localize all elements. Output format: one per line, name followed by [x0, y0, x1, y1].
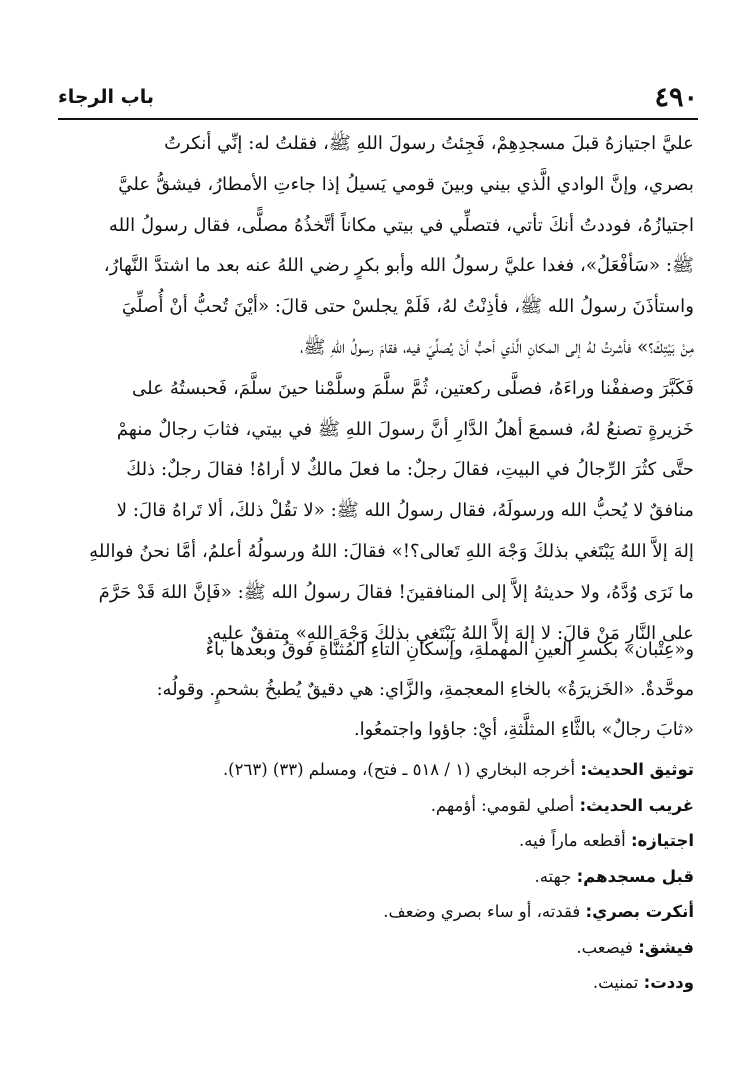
hadith-text	[58, 124, 694, 654]
note-text: أصلي لقومي: أؤمهم.	[430, 795, 580, 815]
note-hadith-vocabulary	[58, 788, 694, 824]
note-ankartu-basari	[58, 894, 694, 930]
text-line: حتَّى كثُرَ الرِّجالُ في البيتِ، فقالَ رجلٌ: ما فعلَ مالكٌ لا أراهُ! فقالَ رجلٌ: ذلكَ	[126, 459, 694, 481]
text-line: ﷺ: «سَأفْعَلُ»، فغدا عليَّ رسولُ الله وأبو بكرٍ رضي اللهُ عنه بعد ما اشتدَّ النَّهارُ،	[103, 255, 694, 277]
note-label: قبل مسجدهم:	[576, 866, 694, 886]
note-wadidtu	[58, 965, 694, 1001]
gloss-line: «ثابَ رجالٌ» بالثَّاءِ المثلَّثةِ، أيْ: جاؤوا واجتمعُوا.	[353, 719, 694, 740]
text-line: واستأذَنَ رسولُ الله ﷺ، فأذِنْتُ لهُ، فَلَمْ يجلسْ حتى قالَ: «أيْنَ تُحبُّ أنْ أُصلِّيَ	[121, 296, 694, 318]
text-line: بصري، وإنَّ الوادي الَّذي بيني وبينَ قومي يَسيلُ إذا جاءتِ الأمطارُ، فيشقُّ عليَّ	[118, 173, 694, 195]
text-line: إلهَ إلاَّ اللهُ يَبْتَغي بذلكَ وَجْهَ اللهِ تَعالى؟!» فقالَ: اللهُ ورسولُهُ أعلمُ، أمَّا نحنُ فواللهِ	[89, 540, 694, 562]
text-line: اجتيازُهُ، فوددتُ أنكَ تأتي، فتصلِّي في بيتي مكاناً أتَّخذُهُ مصلًّى، فقال رسولُ الله	[108, 214, 694, 236]
gloss-line: موحَّدةٌ. «الخَزيرَةُ» بالخاءِ المعجمةِ، والزَّاي: هي دقيقٌ يُطبخُ بشحمٍ. وقولُه:	[156, 679, 694, 700]
note-qibala-masjidihim	[58, 859, 694, 895]
note-text: تمنيت.	[592, 973, 644, 992]
text-line: خَزيرةٍ تصنعُ لهُ، فسمعَ أهلُ الدَّارِ أنَّ رسولَ اللهِ ﷺ في بيتي، فثابَ رجالٌ منهمْ	[116, 418, 694, 440]
note-text: جهته.	[534, 866, 577, 886]
page-number: ٤٩٠	[654, 82, 698, 113]
text-line: ما نَرَى وُدَّهُ، ولا حديثهُ إلاَّ إلى المنافقينَ! فقالَ رسولُ الله ﷺ: «فَإنَّ اللهَ قَدْ حَرَّمَ	[98, 581, 694, 603]
note-text: فيصعب.	[576, 937, 639, 957]
note-fayashuqqu	[58, 930, 694, 966]
note-label: وددت:	[643, 973, 694, 992]
note-ijtiyazuhu	[58, 823, 694, 859]
note-hadith-documentation	[58, 752, 694, 788]
note-label: أنكرت بصري:	[585, 902, 694, 921]
text-line: فَكَبَّرَ وصففْنا وراءَهُ، فصلَّى ركعتين، ثُمَّ سلَّمَ وسلَّمْنا حينَ سلَّمَ، فَحبستُهُ على	[132, 377, 694, 399]
note-text: فقدته، أو ساء بصري وضعف.	[383, 902, 586, 921]
text-line: على النَّارِ مَنْ قالَ: لا إلهَ إلاَّ اللهُ يَبْتَغي بذلكَ وَجْهَ اللهِ» متفقٌ عليه.	[206, 622, 694, 644]
chapter-title: باب الرجاء	[58, 86, 154, 108]
note-label: غريب الحديث:	[579, 795, 694, 815]
gloss-line: و«عِتْبان» بكسرِ العينِ المهملةِ، وإسكانِ التاءِ المُثنَّاةِ فوقُ وبعدها باءٌ	[205, 639, 694, 660]
text-line: مِنْ بَيْتِكَ؟» فأشرتُ لهُ إلى المكانِ الَّذي أحبُّ أنْ يُصلِّيَ فيه، فقامَ رسولُ اللهِ ﷺ،	[300, 336, 694, 358]
author-gloss	[58, 630, 694, 750]
text-line: عليَّ اجتيازهُ قبلَ مسجدِهِمْ، فَجِئتُ رسولَ اللهِ ﷺ، فقلتُ له: إنِّي أنكرتُ	[164, 133, 694, 154]
page-header	[58, 78, 698, 120]
note-label: توثيق الحديث:	[580, 760, 694, 779]
note-text: أقطعه ماراً فيه.	[519, 831, 631, 850]
note-label: فيشق:	[638, 937, 694, 957]
note-text: أخرجه البخاري (١ / ٥١٨ ـ فتح)، ومسلم (٣٣) (٢٦٣).	[222, 760, 581, 779]
note-label: اجتيازه:	[630, 831, 694, 850]
footnotes	[58, 752, 694, 1001]
text-line: منافقٌ لا يُحبُّ الله ورسولَهُ، فقال رسولُ الله ﷺ: «لا تقُلْ ذلكَ، ألا تَراهُ قالَ: لا	[116, 500, 694, 522]
